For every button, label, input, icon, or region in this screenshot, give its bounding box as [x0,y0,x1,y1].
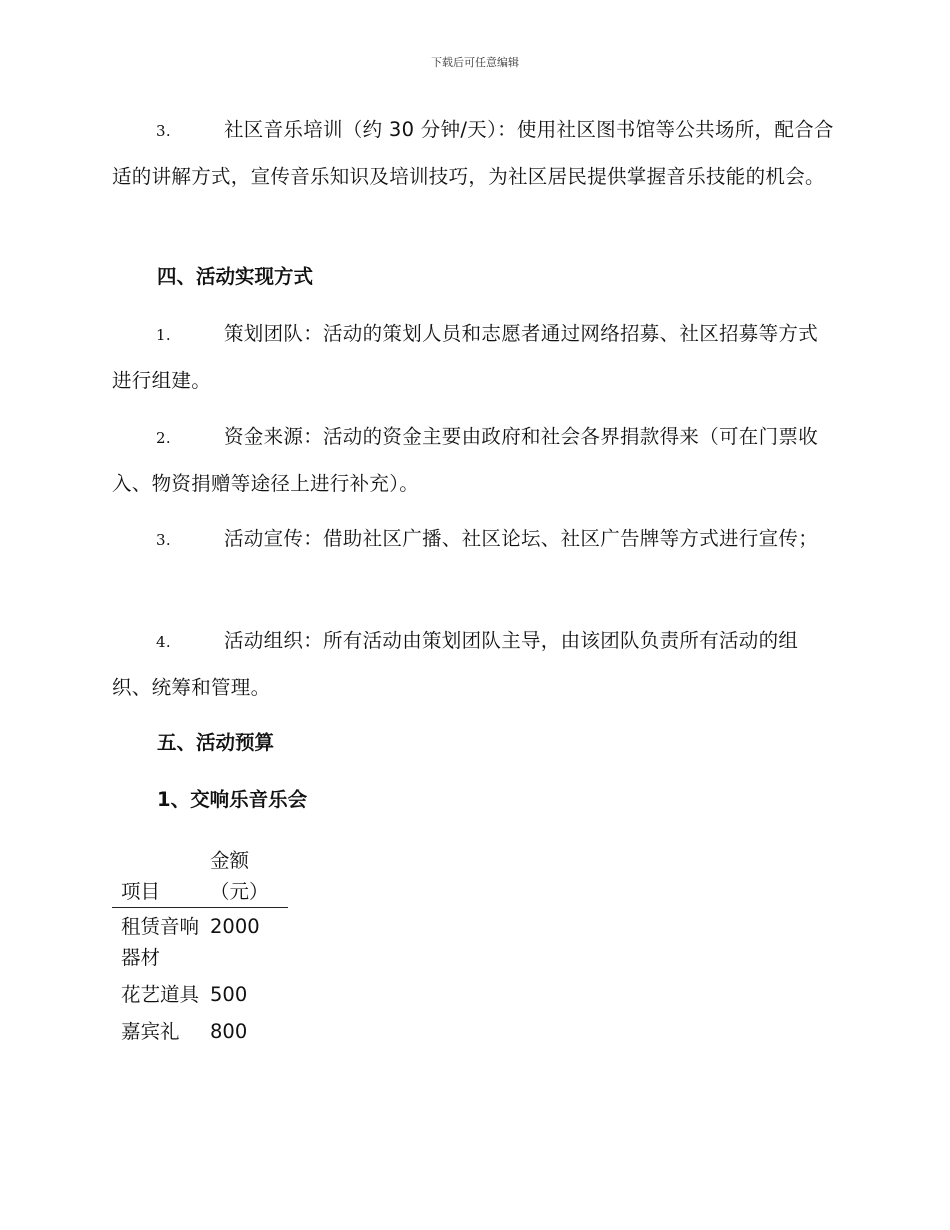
table-cell-amount: 500 [210,983,248,1006]
list-item-text: 策划团队：活动的策划人员和志愿者通过网络招募、社区招募等方式进行组建。 [112,322,819,392]
list-item [112,311,834,403]
table-row [112,908,288,977]
table-header-amount: 金额（元） [210,849,269,903]
list-item [112,516,834,563]
list-item [112,107,834,199]
list-item-text: 活动宣传：借助社区广播、社区论坛、社区广告牌等方式进行宣传； [224,527,819,550]
list-item-number: 3. [156,122,171,140]
table-cell-amount: 2000 [210,915,260,938]
page-header: 下载后可任意编辑 [431,56,519,69]
list-item-text: 社区音乐培训（约 30 分钟/天）：使用社区图书馆等公共场所，配合合适的讲解方式，宣传音乐知识及培训技巧，为社区居民提供掌握音乐技能的机会。 [112,118,834,188]
list-item-number: 4. [156,633,171,651]
table-cell-amount: 800 [210,1020,248,1043]
subsection-heading: 1、交响乐音乐会 [157,788,308,811]
section-heading: 五、活动预算 [157,731,275,754]
table-row [112,1013,288,1050]
budget-table [112,845,288,1050]
table-header-item: 项目 [121,880,161,903]
table-cell-item: 嘉宾礼 [121,1020,180,1043]
table-cell-item: 租赁音响器材 [121,915,200,969]
section-heading: 四、活动实现方式 [157,265,314,288]
list-item-number: 1. [156,326,171,344]
list-item-text: 资金来源：活动的资金主要由政府和社会各界捐款得来（可在门票收入、物资捐赠等途径上进行补充）。 [112,425,819,495]
list-item [112,618,834,710]
list-item-number: 3. [156,531,171,549]
table-row [112,976,288,1013]
table-cell-item: 花艺道具 [121,983,200,1006]
list-item [112,414,834,506]
list-item-text: 活动组织：所有活动由策划团队主导，由该团队负责所有活动的组织、统筹和管理。 [112,629,799,699]
list-item-number: 2. [156,429,171,447]
table-header-row [112,845,288,908]
